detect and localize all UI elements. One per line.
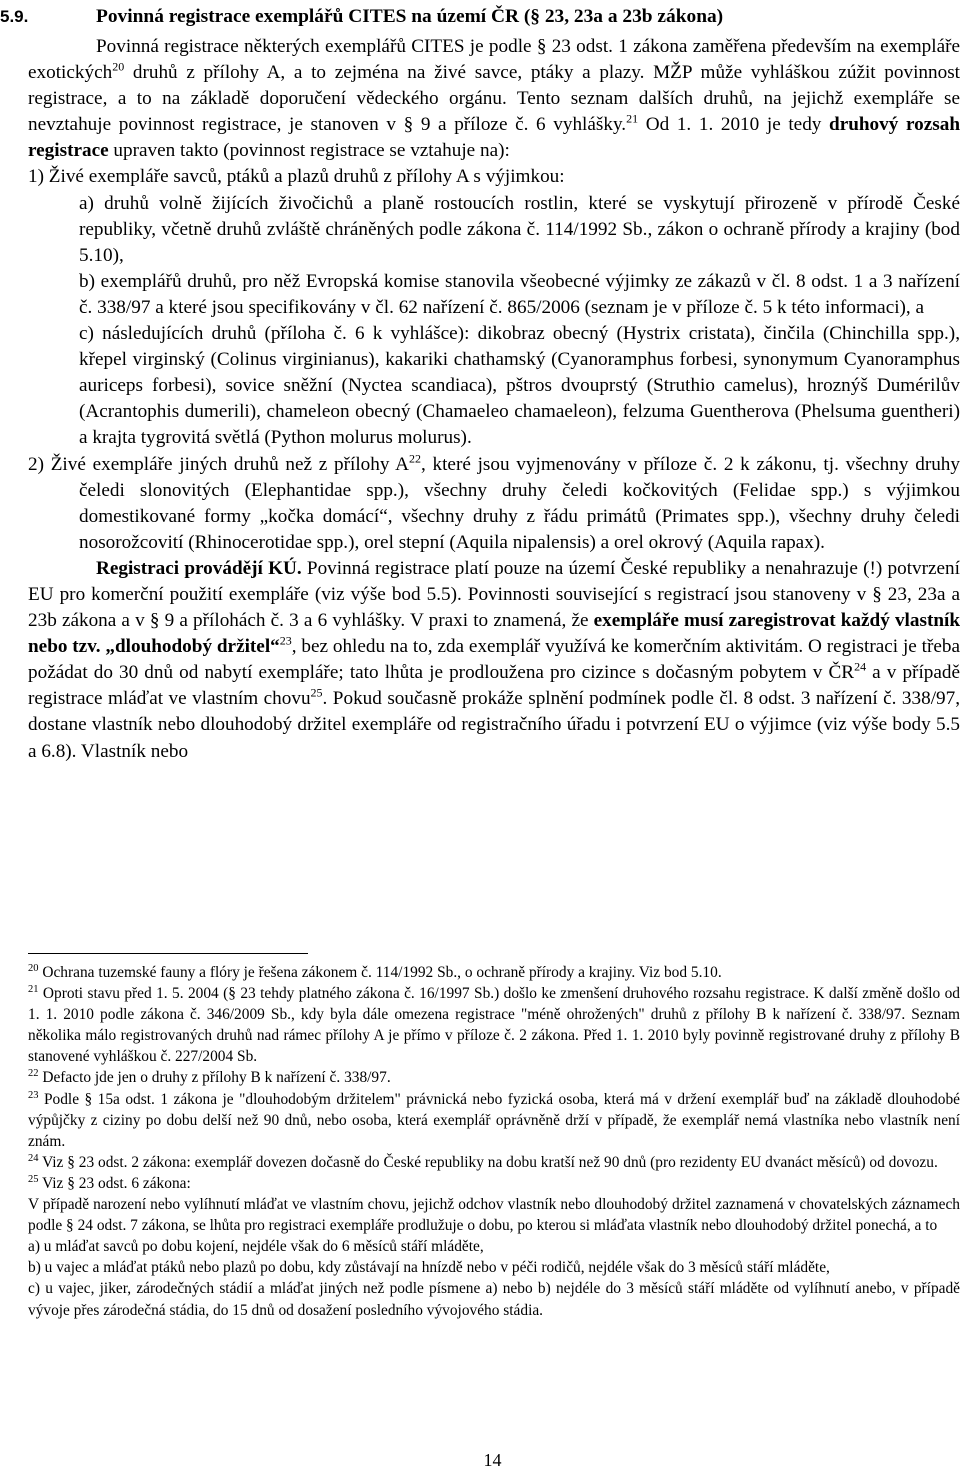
footnote-ref-21: 21: [626, 111, 639, 126]
text-span: Povinná registrace platí pouze na území České republiky a nenahrazuje (!) potvrzení EU pro komerční použití exempláře (viz výše bod 5.5). Povinnosti související s registrací jsou stanoveny v § 23, 23a a 23b zákona a v § 9 a přílohách č. 3 a 6 vyhlášky. V praxi to znamená, že: [28, 557, 960, 632]
footnote-text: Ochrana tuzemské fauny a flóry je řešena zákonem č. 114/1992 Sb., o ochraně přírody a krajiny. Viz bod 5.10.: [38, 964, 722, 981]
text-span: , které jsou vyjmenovány v příloze č. 2 k zákonu, tj. všechny druhy čeledi slonovitých (Elephantidae spp.), všechny druhy čeledi kočkovitých (Felidae spp.) s výjimkou domestikované formy „kočka domácí“, všechny druhy z řádu primátů (Primates spp.), všechny druhy čeledi nosorožcovití (Rhinocerotidae spp.), orel stepní (Aquila nipalensis) a orel okrový (Aquila rapax).: [79, 453, 960, 553]
list-item-1: 1) Živé exempláře savců, ptáků a plazů druhů z přílohy A s výjimkou:: [28, 166, 565, 188]
list-item-a: a) druhů volně žijících živočichů a planě rostoucích rostlin, které se vyskytují přirozeně v přírodě České republiky, včetně druhů zvláště chráněných podle zákona č. 114/1992 Sb., zákon o ochraně přírody a krajiny (bod 5.10),: [79, 192, 960, 266]
text-span: a v případě registrace mláďat ve vlastním chovu: [28, 662, 960, 710]
footnote-number: 21: [28, 983, 39, 995]
footnote-21: [28, 983, 960, 1067]
footnote-ref-22: 22: [408, 451, 421, 466]
footnote-text: Viz § 23 odst. 6 zákona:: [38, 1174, 191, 1192]
section-number: 5.9.: [0, 7, 29, 26]
footnote-text: Viz § 23 odst. 2 zákona: exemplář dovezen dočasně do České republiky na dobu kratší než 90 dnů (pro rezidenty EU dvanáct měsíců) od dovozu.: [38, 1153, 938, 1171]
footnote-ref-24: 24: [854, 659, 867, 674]
text-span: , bez ohledu na to, zda exemplář využívá ke komerčním aktivitám. O registraci je třeba požádat do 30 dnů od nabytí exempláře; tato lhůta je prodloužena pro cizince s dočasným pobytem v ČR: [28, 636, 960, 684]
list-item-2: [28, 452, 960, 556]
section-title: Povinná registrace exemplářů CITES na území ČR (§ 23, 23a a 23b zákona): [96, 6, 724, 27]
footnote-ref-23: 23: [279, 633, 292, 648]
footnote-25-item-a: a) u mláďat savců po dobu kojení, nejdéle však do 6 měsíců stáří mláděte,: [28, 1238, 484, 1256]
text-span: upraven takto (povinnost registrace se vztahuje na):: [108, 140, 510, 162]
footnote-text: Podle § 15a odst. 1 zákona je "dlouhodobým držitelem" právnická nebo fyzická osoba, která má v držení exemplář buď na základě dlouhodobé výpůjčky z ciziny po dobu delší než 90 dnů, nebo osoba, která exemplář oprávněně drží v případě, že exemplář nemá vlastníka nebo vlastník není znám.: [28, 1090, 960, 1150]
footnote-separator: [28, 953, 308, 954]
footnote-ref-20: 20: [112, 59, 125, 74]
text-span: Povinná registrace některých exemplářů CITES je podle § 23 odst. 1 zákona zaměřena především na exempláře exotických: [28, 36, 960, 84]
footnote-text: Oproti stavu před 1. 5. 2004 (§ 23 tehdy platného zákona č. 16/1997 Sb.) došlo ke zmenšení druhového rozsahu registrace. K další změně došlo od 1. 1. 2010 podle zákona č. 346/2009 Sb., kdy byla dále omezena registrace "méně ohrožených" druhů z přílohy B k nařízení č. 338/97. Seznam několika málo registrovaných druhů nad rámec přílohy A je přímo v příloze č. 2 zákona. Před 1. 1. 2010 byly povinně registrované druhy z přílohy B stanovené vyhláškou č. 227/2004 Sb.: [28, 985, 960, 1066]
footnotes: [28, 962, 960, 1321]
page-number: 14: [483, 1450, 502, 1470]
footnote-23: [28, 1089, 960, 1152]
footnote-25-item-c: c) u vajec, jiker, zárodečných stádií a mláďat jiných než podle písmene a) nebo b) nejdéle do 3 měsíců stáří mláděte od vylíhnutí anebo, v případě vývoje přes zárodečná stádia, do 15 dnů od dosažení posledního vývojového stádia.: [28, 1280, 960, 1319]
text-span: . Pokud současně prokáže splnění podmínek podle čl. 8 odst. 3 nařízení č. 338/97, dostane vlastník nebo dlouhodobý držitel exempláře od registračního úřadu i potvrzení EU o výjimce (viz výše body 5.5 a 6.8). Vlastník nebo: [28, 688, 960, 762]
list-item-c: c) následujících druhů (příloha č. 6 k vyhlášce): dikobraz obecný (Hystrix cristata), činčila (Chinchilla spp.), křepel virginský (Colinus virginianus), kakariki chathamský (Cyanoramphus forbesi, synonymum Cyanoramphus auriceps forbesi), sovice sněžní (Nyctea scandiaca), pštros dvouprstý (Struthio camelus), hroznýš Dumérilův (Acrantophis dumerili), chameleon obecný (Chamaeleo chamaeleon), felzuma Guentherova (Phelsuma guentheri) a krajta tygrovitá světlá (Python molurus molurus).: [79, 323, 960, 449]
bold-phrase: Registraci provádějí KÚ.: [96, 557, 302, 579]
footnote-number: 24: [28, 1152, 39, 1164]
text-span: Od 1. 1. 2010 je tedy: [638, 114, 830, 136]
text-span: druhů z přílohy A, a to zejména na živé savce, ptáky a plazy. MŽP může vyhláškou zúžit povinnost registrace, a to na základě doporučení vědeckého orgánu. Tento seznam dalších druhů, na jejichž exempláře se nevztahuje povinnost registrace, je stanoven v § 9 a příloze č. 6 vyhlášky.: [28, 62, 960, 136]
footnote-number: 25: [28, 1173, 39, 1185]
text-span: 2) Živé exempláře jiných druhů než z přílohy A: [28, 453, 409, 475]
list-item-b: b) exemplářů druhů, pro něž Evropská komise stanovila všeobecné výjimky ze zákazů v čl. 8 odst. 1 a 3 nařízení č. 338/97 a které jsou specifikovány v čl. 62 nařízení č. 865/2006 (seznam je v příloze č. 5 k této informaci), a: [79, 270, 960, 318]
footnote-25-item-b: b) u vajec a mláďat ptáků nebo plazů po dobu, kdy zůstávají na hnízdě nebo v péči rodičů, nejdéle však do 3 měsíců stáří mláděte,: [28, 1259, 830, 1277]
footnote-text: Defacto jde jen o druhy z přílohy B k nařízení č. 338/97.: [38, 1069, 391, 1087]
footnote-number: 23: [28, 1089, 39, 1101]
bold-phrase: exempláře musí zaregistrovat každý vlastník nebo tzv. „dlouhodobý držitel“: [28, 610, 960, 658]
section-heading: [0, 0, 960, 34]
footnote-22: [28, 1067, 960, 1088]
bold-phrase: druhový rozsah registrace: [28, 114, 960, 162]
registration-paragraph: [28, 556, 960, 765]
footnote-24: [28, 1152, 960, 1173]
footnote-20: [28, 962, 960, 983]
footnote-number: 20: [28, 962, 39, 974]
footnote-25-body: V případě narození nebo vylíhnutí mláďat ve vlastním chovu, jejichž odchov vlastník nebo dlouhodobý držitel zaznamená v chovatelských záznamech podle § 24 odst. 7 zákona, se lhůta pro registraci exempláře prodlužuje o dobu, po kterou si mláďata vlastník nebo dlouhodobý držitel ponechá, a to: [28, 1196, 960, 1235]
footnote-number: 22: [28, 1068, 39, 1080]
intro-paragraph: [28, 34, 960, 164]
footnote-25: [28, 1173, 960, 1194]
footnote-ref-25: 25: [310, 685, 323, 700]
